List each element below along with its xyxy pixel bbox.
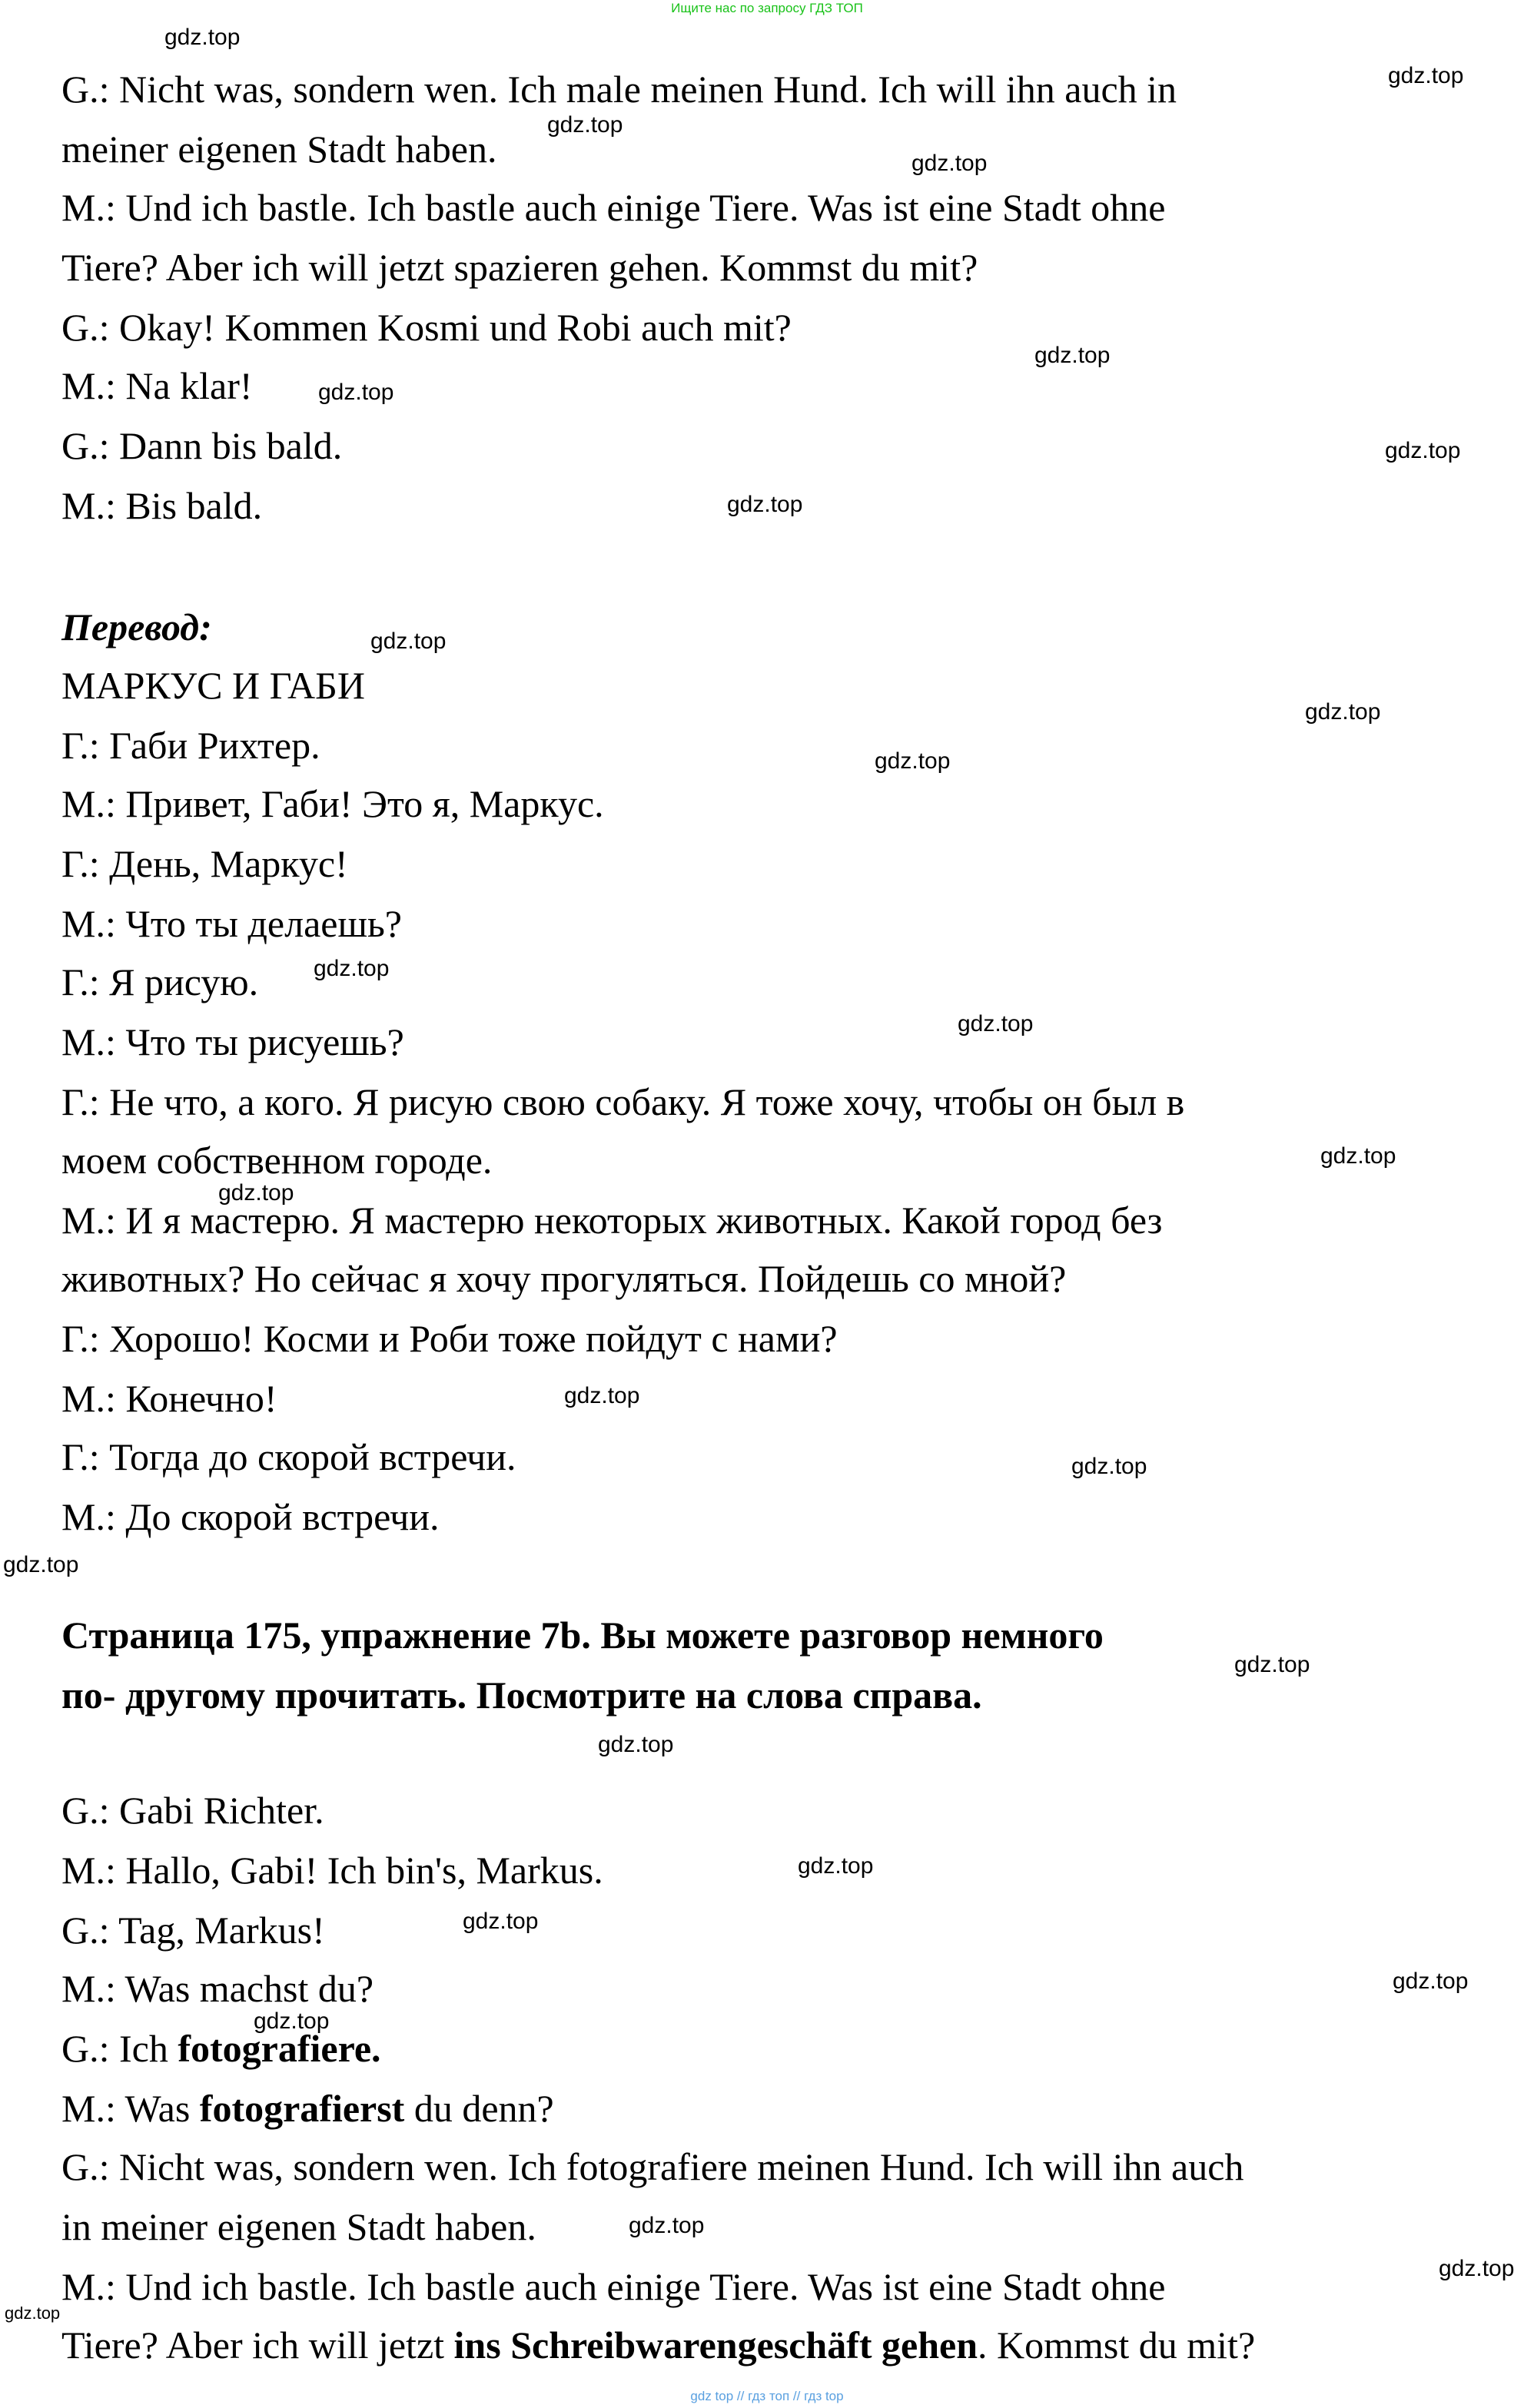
translation-line: моем собственном городе.: [61, 1139, 493, 1182]
dialogue2-line: [61, 2025, 381, 2071]
translation-line: Г.: Тогда до скорой встречи.: [61, 1435, 516, 1478]
watermark: gdz.top: [958, 1011, 1034, 1037]
dialogue2-line: in meiner eigenen Stadt haben.: [61, 2205, 536, 2248]
translation-line: М.: Что ты делаешь?: [61, 902, 402, 945]
translation-line: М.: Привет, Габи! Это я, Маркус.: [61, 782, 604, 825]
watermark: gdz.top: [5, 2304, 61, 2323]
exercise-heading-line2: по- другому прочитать. Посмотрите на слова справа.: [61, 1673, 982, 1716]
translation-line: Г.: Не что, а кого. Я рисую свою собаку. Я тоже хочу, чтобы он был в: [61, 1080, 1185, 1123]
watermark: gdz.top: [1034, 343, 1111, 368]
dialogue2-line: G.: Gabi Richter.: [61, 1789, 324, 1832]
dialogue-line: G.: Nicht was, sondern wen. Ich male meinen Hund. Ich will ihn auch in: [61, 68, 1177, 111]
dialogue2-bold-word: fotografierst: [199, 2087, 405, 2130]
watermark: gdz.top: [1393, 1969, 1469, 1994]
dialogue2-line: G.: Tag, Markus!: [61, 1909, 325, 1952]
watermark: gdz.top: [629, 2213, 705, 2238]
watermark: gdz.top: [463, 1909, 539, 1934]
dialogue2-text: G.: Ich: [61, 2027, 178, 2070]
translation-line: М.: Что ты рисуешь?: [61, 1020, 404, 1063]
dialogue-line: M.: Na klar!: [61, 364, 253, 407]
dialogue2-line: M.: Hallo, Gabi! Ich bin's, Markus.: [61, 1849, 603, 1892]
dialogue2-line: [61, 2085, 554, 2131]
footer: gdz top // гдз топ // гдз top: [690, 2389, 844, 2403]
dialogue2-line: M.: Und ich bastle. Ich bastle auch einige Tiere. Was ist eine Stadt ohne: [61, 2265, 1166, 2308]
dialogue-line: G.: Dann bis bald.: [61, 424, 343, 467]
dialogue2-text: Tiere? Aber ich will jetzt: [61, 2323, 454, 2367]
watermark: gdz.top: [564, 1383, 640, 1408]
translation-heading: Перевод:: [61, 605, 212, 648]
dialogue-line: G.: Okay! Kommen Kosmi und Robi auch mit?: [61, 306, 792, 349]
translation-line: М.: И я мастерю. Я мастерю некоторых животных. Какой город без: [61, 1199, 1163, 1242]
watermark: gdz.top: [875, 748, 951, 774]
translation-title: МАРКУС И ГАБИ: [61, 664, 365, 707]
watermark: gdz.top: [1385, 438, 1461, 463]
watermark: gdz.top: [314, 956, 390, 981]
dialogue2-line: [61, 2322, 1255, 2368]
translation-line: Г.: Хорошо! Косми и Роби тоже пойдут с нами?: [61, 1317, 838, 1360]
dialogue-line: M.: Und ich bastle. Ich bastle auch einige Tiere. Was ist eine Stadt ohne: [61, 186, 1166, 229]
watermark: gdz.top: [598, 1732, 674, 1757]
dialogue2-line: G.: Nicht was, sondern wen. Ich fotografiere meinen Hund. Ich will ihn auch: [61, 2145, 1244, 2188]
dialogue2-bold-phrase: ins Schreibwarengeschäft gehen: [453, 2323, 978, 2367]
watermark: gdz.top: [727, 492, 803, 517]
translation-line: Г.: Я рисую.: [61, 960, 259, 1003]
exercise-heading-line1: Страница 175, упражнение 7b. Вы можете разговор немного: [61, 1614, 1104, 1657]
translation-line: Г.: Габи Рихтер.: [61, 724, 320, 767]
translation-line: М.: До скорой встречи.: [61, 1495, 440, 1538]
dialogue2-text: du denn?: [404, 2087, 554, 2130]
watermark: gdz.top: [218, 1180, 294, 1206]
dialogue-line: Tiere? Aber ich will jetzt spazieren gehen. Kommst du mit?: [61, 246, 978, 289]
dialogue2-text: . Kommst du mit?: [978, 2323, 1256, 2367]
dialogue-line: meiner eigenen Stadt haben.: [61, 128, 497, 171]
watermark: gdz.top: [1305, 699, 1381, 725]
translation-line: Г.: День, Маркус!: [61, 842, 348, 885]
translation-line: животных? Но сейчас я хочу прогуляться. Пойдешь со мной?: [61, 1257, 1067, 1300]
watermark: gdz.top: [1388, 63, 1464, 88]
watermark: gdz.top: [798, 1853, 874, 1879]
dialogue-line: M.: Bis bald.: [61, 484, 263, 527]
dialogue2-bold-word: fotografiere.: [178, 2027, 381, 2070]
watermark: gdz.top: [3, 1552, 79, 1577]
translation-line: М.: Конечно!: [61, 1377, 277, 1420]
watermark: gdz.top: [254, 2008, 330, 2034]
watermark: gdz.top: [911, 151, 988, 176]
dialogue2-line: M.: Was machst du?: [61, 1967, 374, 2010]
watermark: gdz.top: [1320, 1143, 1396, 1169]
watermark: gdz.top: [318, 380, 394, 405]
watermark: gdz.top: [1071, 1454, 1147, 1479]
watermark: gdz.top: [547, 112, 623, 138]
watermark: gdz.top: [164, 25, 241, 50]
watermark: gdz.top: [1439, 2256, 1515, 2281]
watermark: gdz.top: [370, 629, 447, 654]
dialogue2-text: M.: Was: [61, 2087, 200, 2130]
watermark: gdz.top: [1234, 1652, 1310, 1677]
top-banner: Ищите нас по запросу ГДЗ ТОП: [671, 1, 863, 15]
